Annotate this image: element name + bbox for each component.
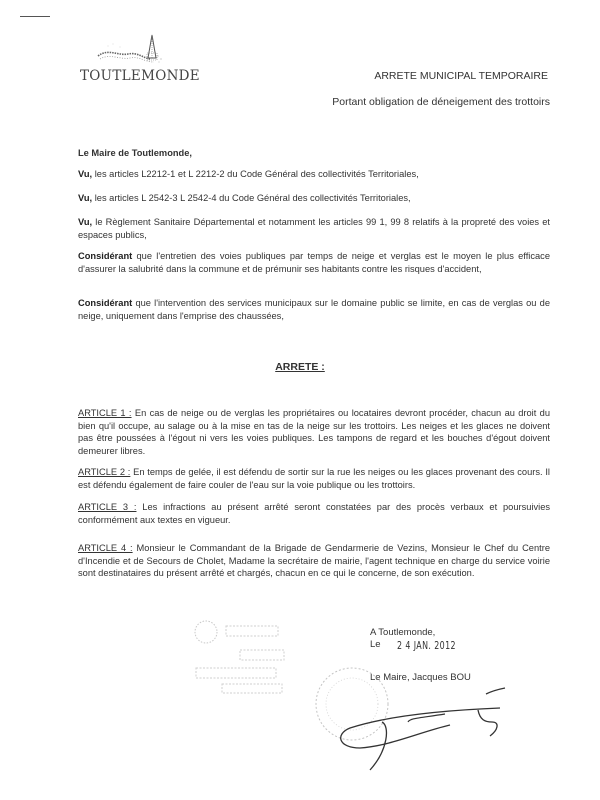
vu-paragraph-3 <box>78 216 550 241</box>
logo-wordmark: TOUTLEMONDE <box>80 68 200 84</box>
article-1 <box>78 407 550 457</box>
vu-text: les articles L2212-1 et L 2212-2 du Code Général des collectivités Territoriales, <box>92 169 419 179</box>
article-text: Monsieur le Commandant de la Brigade de Gendarmerie de Vezins, Monsieur le Chef du Centre d'Incendie et de Secours de Cholet, Madame la secrétaire de mairie, l'agent technique en charge du service voirie sont destinataires du présent arrêté et chargés, chacun en ce qui le concerne, de son exécution. <box>78 543 550 579</box>
scan-artifact-line <box>20 16 50 17</box>
article-text: Les infractions au présent arrêté seront constatées par des procès verbaux et poursuivies conformément aux textes en vigueur. <box>78 502 551 525</box>
arrete-heading: ARRETE : <box>275 361 325 373</box>
article-4 <box>78 542 550 580</box>
article-text: En temps de gelée, il est défendu de sortir sur la rue les neiges ou les glaces provenant des cours. Il est défendu également de faire couler de l'eau sur la voie publique ou les trottoirs. <box>78 467 550 490</box>
considerant-text: que l'intervention des services municipaux sur le domaine public se limite, en cas de verglas ou de neige, uniquement dans l'emprise des chaussées, <box>78 298 550 321</box>
article-text: En cas de neige ou de verglas les propriétaires ou locataires devront procéder, chacun au droit du bien qu'il occupe, au salage ou à la mise en tas de la neige sur les trottoirs. Les neiges et les glaces ne doivent pas être poussées à l'égout ni vers les voies publiques. Les tampons de regard et les bouches d'égout doivent demeurer libres. <box>78 408 551 456</box>
article-label: ARTICLE 2 : <box>78 467 131 477</box>
document-title: ARRETE MUNICIPAL TEMPORAIRE <box>374 70 548 82</box>
vu-text: le Règlement Sanitaire Départemental et notamment les articles 99 1, 99 8 relatifs à la propreté des voies et espaces publics, <box>78 217 550 240</box>
church-landscape-icon <box>78 32 178 72</box>
considerant-lead: Considérant <box>78 251 133 261</box>
date-stamp: 2 4 JAN. 2012 <box>397 639 456 652</box>
handwritten-signature <box>330 680 530 790</box>
article-2 <box>78 466 550 491</box>
opening-line: Le Maire de Toutlemonde, <box>78 148 192 158</box>
article-3 <box>78 501 550 526</box>
considerant-paragraph-1 <box>78 250 550 275</box>
place-line: A Toutlemonde, <box>370 627 436 638</box>
article-label: ARTICLE 1 : <box>78 408 132 418</box>
vu-paragraph-2 <box>78 192 550 205</box>
document-subtitle: Portant obligation de déneigement des trottoirs <box>332 96 550 108</box>
considerant-text: que l'entretien des voies publiques par temps de neige et verglas est le moyen le plus efficace d'assurer la salubrité dans la commune et de prémunir ses habitants contre les risques d'accident, <box>78 251 550 274</box>
article-label: ARTICLE 3 : <box>78 502 137 512</box>
vu-text: les articles L 2542-3 L 2542-4 du Code Général des collectivités Territoriales, <box>92 193 411 203</box>
vu-paragraph-1 <box>78 168 550 181</box>
signatory-line: Le Maire, Jacques BOU <box>370 672 471 683</box>
date-prefix: Le <box>370 639 381 650</box>
vu-lead: Vu, <box>78 193 93 203</box>
article-label: ARTICLE 4 : <box>78 543 133 553</box>
considerant-paragraph-2 <box>78 297 550 322</box>
vu-lead: Vu, <box>78 217 93 227</box>
considerant-lead: Considérant <box>78 298 133 308</box>
vu-lead: Vu, <box>78 169 93 179</box>
municipal-logo <box>78 32 200 88</box>
